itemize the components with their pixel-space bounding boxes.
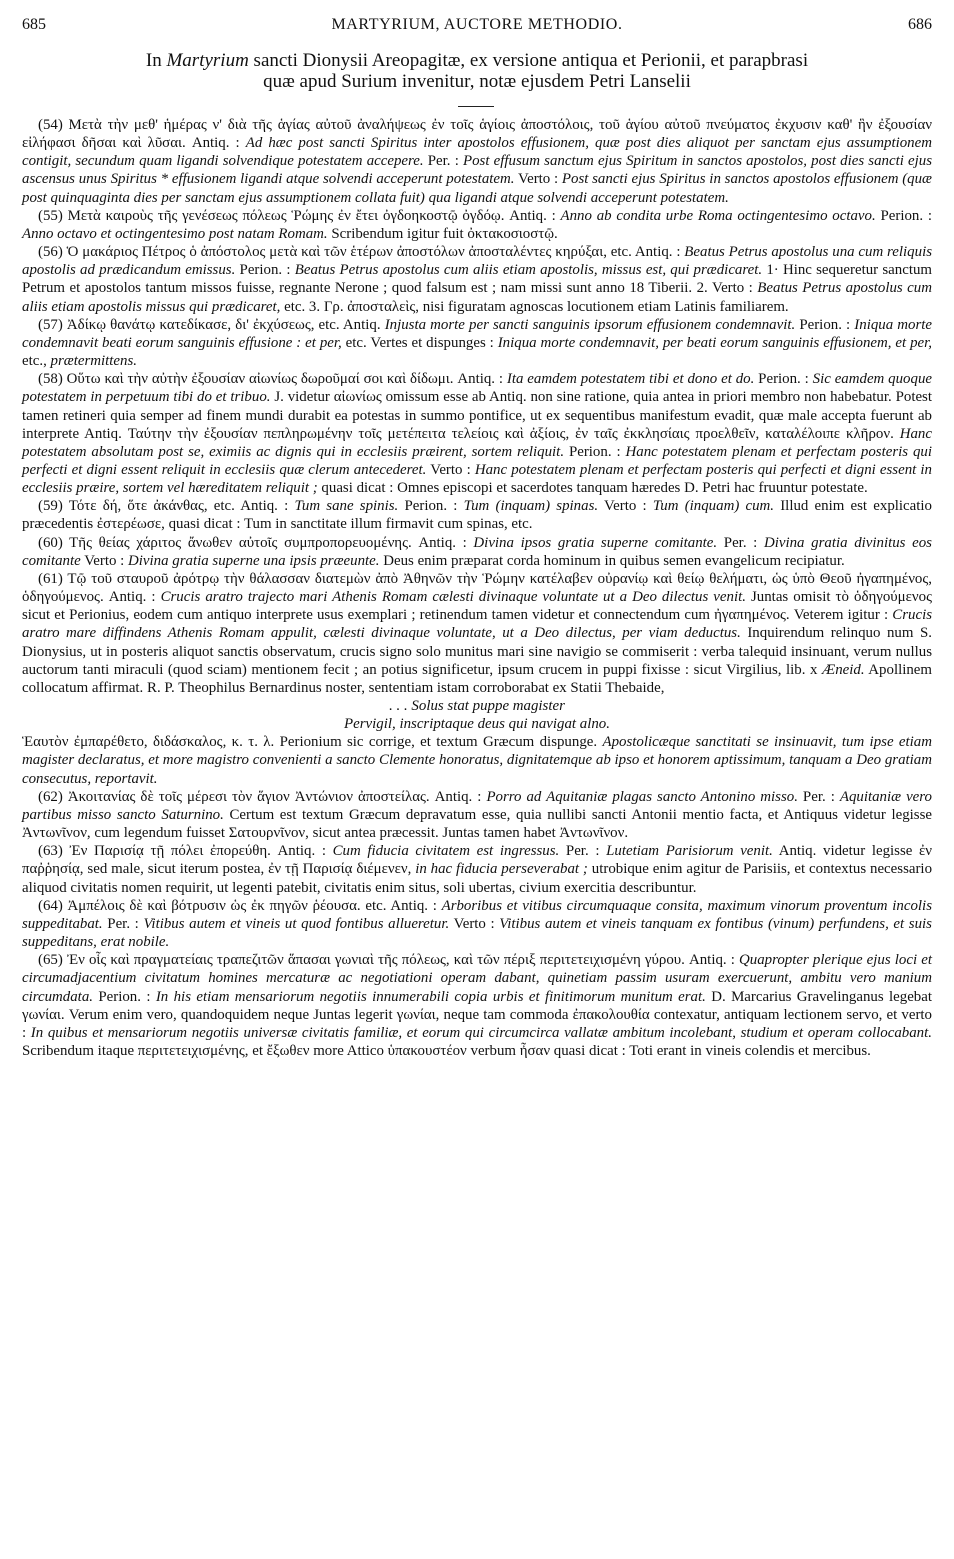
commentary-text: (58) Οὕτω καὶ τὴν αὐτὴν ἐξουσίαν αἰωνίως δωροῦμαί σοι καὶ δίδωμι. Antiq. :: [38, 371, 507, 388]
latin-translation-text: Porro ad Aquitaniæ plagas sancto Antonino misso.: [486, 788, 798, 805]
commentary-text: Per. :: [717, 534, 764, 551]
commentary-text: Verto :: [426, 461, 475, 478]
commentary-text: (63) Ἐν Παρισίᾳ τῇ πόλει ἐπορεύθη. Antiq. :: [38, 843, 333, 860]
note-paragraph-p62: [22, 788, 932, 842]
commentary-text: Illud enim est explicatio præcedentis ἐστερέωσε, quasi dicat : Tum in sanctitate illum firmavit cum spinas, etc.: [22, 498, 932, 533]
latin-translation-text: Beatus Petrus apostolus cum aliis etiam apostolis missus qui prædicaret,: [22, 280, 932, 315]
commentary-text: Perion. :: [93, 988, 156, 1005]
latin-translation-text: Æneid.: [821, 661, 865, 678]
commentary-text: etc.,: [22, 353, 51, 370]
note-paragraph-p63: [22, 842, 932, 896]
notes-paragraphs-after-verse: [22, 733, 932, 1060]
commentary-text: Ἑαυτὸν ἐμπαρέθετο, διδάσκαλος, κ. τ. λ. Perionium sic corrige, et textum Græcum dispunge.: [22, 734, 603, 751]
commentary-text: (65) Ἐν οἷς καὶ πραγματείαις τραπεζιτῶν ἅπασαι γωνιαὶ τῆς πόλεως, καὶ τῶν πέριξ περιτετειχισμένη γύρου. Antiq. :: [38, 952, 740, 969]
latin-translation-text: Vitibus autem et vineis ut quod fontibus allueretur.: [143, 915, 450, 932]
latin-translation-text: Iniqua morte condemnavit beati eorum sanguinis effusione : et per,: [22, 316, 933, 351]
commentary-text: Per. :: [797, 788, 840, 805]
commentary-text: quasi dicat : Omnes episcopi et sacerdotes tanquam hæredes D. Petri hac fruuntur potestate.: [317, 480, 868, 497]
commentary-text: Juntas omisit τὸ ὁδηγούμενος sicut et Perionius, eodem cum antiquo interprete usus exemplari ; retinendum tamen videtur et connectendum cum ἠγαπημένος. Veterem igitur :: [22, 589, 932, 624]
latin-translation-text: Anno octavo et octingentesimo post natam Romam.: [22, 225, 328, 242]
commentary-text: Per. :: [102, 915, 144, 932]
latin-translation-text: Anno ab condita urbe Roma octingentesimo octavo.: [560, 207, 876, 224]
latin-translation-text: Vitibus autem et vineis tanquam ex fontibus (vinum) perfundens, et suis suppeditans, erat nobile.: [22, 915, 932, 951]
commentary-text: Deus enim præparat corda hominum in quibus semen evangelicum recipiatur.: [379, 552, 845, 569]
running-head: [22, 16, 932, 36]
commentary-text: Scribendum itaque περιτετειχισμένης, et ἔξωθεν more Attico ὑπακουστέον verbum ἦσαν quasi dicat : Toti erant in vineis colendis et mercibus.: [22, 1042, 871, 1059]
latin-translation-text: Ita eamdem potestatem tibi et dono et do.: [506, 371, 755, 388]
latin-translation-text: Injusta morte per sancti sanguinis ipsorum effusionem condemnavit.: [384, 316, 796, 333]
commentary-text: Verto :: [598, 498, 653, 515]
latin-translation-text: Iniqua morte condemnavit, per beati eorum sanguinis effusionem, et per,: [497, 334, 932, 351]
commentary-text: Inquirendum relinquo num S. Dionysius, ut in posteris aliquot sanctis observatum, crucis signo solo munitus mari sine navigio se commiserit : verba talequid insinuant, verum nullus auctorum tanti miraculi (quod sciam) mentionem fecit ; an potius significetur, ipsum crucem in puppi fixisse : sicut Virgilius, lib. x: [22, 625, 932, 678]
latin-translation-text: Arboribus et vitibus circumquaque consita, maximum vinorum proventum incolis suppeditabat.: [22, 897, 932, 932]
commentary-text: J. videtur αἰωνίως omissum esse ab Antiq. non sine ratione, quia antea in priori membro non habebatur. Potest tamen retineri quia semper ad finem mundi durabit ea potestas in summo pontifice, ut ex sequentibus manifestum evadit, quæ male accepta fuerunt ab interprete Antiq. Ταύτην τὴν ἐξουσίαν πεπληρωμένην τοῖς μετέπειτα τελείοις καὶ ἀξίοις, ἐν ταῖς ἐκκλησίαις προελθεῖν, καταλέλοιπε κλῆρον.: [22, 389, 932, 442]
latin-translation-text: Hanc potestatem plenam et perfectam posteris qui perfecti et digni essent reliquit in ecclesiis quæ clerum antecederet.: [22, 443, 932, 478]
latin-translation-text: in hac fiducia perseverabat ;: [415, 861, 588, 878]
verse-line-1: . . . Solus stat puppe magister: [389, 698, 565, 714]
commentary-text: Antiq. videtur legisse ἐν παῤῥησίᾳ, sed male, sicut iterum postea, ἐν τῇ Παρισίᾳ διέμενεν,: [22, 843, 932, 878]
commentary-text: Verto :: [80, 552, 129, 569]
commentary-text: Perion. :: [754, 371, 813, 388]
latin-translation-text: Sic eamdem quoque potestatem in perpetuum tibi do et tribuo.: [22, 371, 933, 406]
note-paragraph-p61b: [22, 733, 932, 787]
notes-title-line-2: quæ apud Surium invenitur, notæ ejusdem Petri Lanselii: [263, 71, 691, 92]
latin-translation-text: Aquitaniæ vero partibus misso sancto Saturnino.: [22, 788, 932, 823]
commentary-text: Perion. :: [875, 207, 932, 224]
latin-translation-text: Hanc potestatem absolutam post se, eximiis ac dignis qui in ecclesiis præirent, sortem reliquit.: [22, 425, 932, 460]
commentary-text: (56) Ὁ μακάριος Πέτρος ὁ ἀπόστολος μετὰ καὶ τῶν ἑτέρων ἀποστόλων ἀποσταλέντες κηρύξαι, etc. Antiq. :: [38, 244, 685, 261]
latin-translation-text: In quibus et mensariorum negotiis universæ civitatis familiæ, et eorum qui circumcirca vallatæ ambitum incolebant, studium et operam collocabant.: [30, 1024, 932, 1041]
commentary-text: 1· Hinc sequeretur sanctum Petrum et apostolos tantum missos fuisse, regnante Nerone ; quod falsum est ; nam missi sunt anno 18 Tiberii. 2. Verto :: [22, 262, 932, 297]
commentary-text: (64) Ἀμπέλοις δὲ καὶ βότρυσιν ὡς ἐκ πηγῶν ῥέουσα. etc. Antiq. :: [38, 897, 442, 914]
latin-translation-text: Quapropter plerique ejus loci et circumadjacentium civitatum homines mercaturæ ac negotiationi operam dabant, quinetiam passim usuram exercuerunt, ambitu vero manium circumdata.: [22, 952, 933, 1005]
notes-title-emphasis: Martyrium: [166, 50, 249, 71]
latin-translation-text: Cum fiducia civitatem est ingressus.: [332, 843, 560, 860]
commentary-text: (55) Μετὰ καιροὺς τῆς γενέσεως πόλεως Ῥώμης ἐν ἔτει ὀγδοηκοστῷ ὀγδόῳ. Antiq. :: [38, 207, 561, 224]
commentary-text: (62) Ἀκοιτανίας δὲ τοῖς μέρεσι τὸν ἅγιον Ἀντώνιον ἀποστείλας. Antiq. :: [38, 788, 487, 805]
notes-body: [22, 116, 932, 1060]
note-paragraph-p55: [22, 207, 932, 243]
note-paragraph-p60: [22, 534, 932, 570]
latin-translation-text: Tum (inquam) cum.: [652, 498, 775, 515]
commentary-text: (60) Τῆς θείας χάριτος ἄνωθεν αὐτοῖς συμπροπορευομένης. Antiq. :: [38, 534, 474, 551]
right-page-number: 686: [908, 16, 932, 33]
latin-translation-text: Crucis aratro trajecto mari Athenis Romam cælesti divinaque voluntate ut a Deo dilectus venit.: [160, 589, 746, 606]
latin-translation-text: Beatus Petrus apostolus cum aliis etiam apostolis, missus est, qui prædicaret.: [294, 262, 763, 279]
title-rule: [458, 106, 494, 107]
commentary-text: (54) Μετὰ τὴν μεθ' ἡμέρας ν' διὰ τῆς ἁγίας αὐτοῦ ἀναλήψεως ἐν τοῖς ἁγίοις ἀποστόλοις, τοῦ ἁγίου αὐτοῦ πνεύματος ἐκχυσιν καθ' ἣν ἐξουσίαν εἰλήφασι δῆσαι καὶ λῦσαι. Antiq. :: [22, 117, 932, 152]
commentary-text: Verto :: [514, 171, 562, 188]
notes-title-line-1: In Martyrium sancti Dionysii Areopagitæ, ex versione antiqua et Perionii, et parapbrasi: [145, 50, 809, 71]
left-page-number: 685: [22, 16, 46, 33]
latin-translation-text: Hanc potestatem plenam et perfectam posteris qui perfecti et digni essent in ecclesiis præire, sortem vel hæreditatem reliquit ;: [22, 461, 932, 497]
notes-paragraphs-before-verse: [22, 116, 932, 697]
note-paragraph-p57: [22, 316, 932, 370]
latin-translation-text: In his etiam mensariorum negotiis innumerabili copia urbis et finitimorum munitum erat.: [155, 988, 706, 1005]
note-paragraph-p58: [22, 370, 932, 497]
commentary-text: Per. :: [423, 153, 464, 170]
note-paragraph-p64: [22, 897, 932, 951]
commentary-text: (59) Τότε δή, ὅτε ἀκάνθας, etc. Antiq. :: [38, 498, 295, 515]
commentary-text: etc. 3. Γρ. ἀποσταλεὶς, nisi figuratam agnoscas locutionem etiam Latinis familiarem.: [280, 298, 789, 315]
latin-translation-text: Divina gratia divinitus eos comitante: [22, 534, 932, 569]
latin-translation-text: Ad hæc post sancti Spiritus inter apostolos effusionem, quæ post dies aliquot per sanctam ejus assumptionem contigit, secundum quam ligandi solvendique potestatem accepere.: [22, 135, 932, 170]
commentary-text: Per. :: [559, 843, 607, 860]
latin-translation-text: Divina gratia superne una ipsis præeunte.: [128, 552, 380, 569]
commentary-text: Apollinem collocatum affirmat. R. P. Theophilus Bernardinus noster, sententiam istam corroborabat ex Statii Thebaide,: [22, 661, 933, 696]
latin-translation-text: Beatus Petrus apostolus una cum reliquis apostolis ad prædicandum emissus.: [22, 244, 932, 279]
latin-translation-text: Tum sane spinis.: [294, 498, 399, 515]
note-paragraph-p56: [22, 243, 932, 316]
latin-translation-text: Divina ipsos gratia superne comitante.: [473, 534, 718, 551]
note-paragraph-p65: [22, 951, 932, 1060]
latin-translation-text: Lutetiam Parisiorum venit.: [606, 843, 773, 860]
commentary-text: (61) Τῷ τοῦ σταυροῦ ἀρότρῳ τὴν θάλασσαν διατεμὼν ἀπὸ Ἀθηνῶν τὴν Ῥώμην κατέλαβεν οὐρανίῳ καὶ θείῳ θελήματι, ὡς ὑπὸ Θεοῦ ἠγαπημένος, ὁδηγούμενος. Antiq. :: [22, 570, 932, 606]
latin-translation-text: Tum (inquam) spinas.: [463, 498, 599, 515]
note-paragraph-p61: [22, 570, 932, 697]
latin-translation-text: Post sancti ejus Spiritus in sanctos apostolos effusionem (quæ post quinquaginta dies per sanctam ejus assumptionem collata fuit) qua ligandi atque solvendi acceperunt potestatem.: [22, 171, 932, 206]
notes-title: [22, 50, 932, 92]
note-paragraph-p59: [22, 497, 932, 533]
commentary-text: Certum est textum Græcum depravatum esse, quia nullibi sancti Antonii mentio facta, et Antiquus videtur legisse Ἀντωνῖνον, cum legendum fuisset Σατουρνῖνον, sicut antea præcessit. Juntas tamen habet Ἀντωνῖνον.: [22, 806, 932, 842]
commentary-text: Perion. :: [564, 443, 626, 460]
commentary-text: utrobique enim agitur de Parisiis, et contextus necessario aliquod civitatis nomen requirit, ut legenti patebit, civitatis enim situs, soli ubertas, civium exercitia describuntur.: [22, 861, 933, 896]
commentary-text: Verto :: [449, 915, 500, 932]
latin-translation-text: prætermittens.: [50, 353, 137, 370]
commentary-text: Perion. :: [795, 316, 855, 333]
latin-translation-text: Post effusum sanctum ejus Spiritum in sanctos apostolos, post dies sancti ejus ascensus unus Spiritus * effusionem ligandi atque solvendi acceperunt potestatem.: [22, 153, 933, 188]
verse-line-2: Pervigil, inscriptaque deus qui navigat alno.: [344, 716, 610, 733]
commentary-text: D. Marcarius Gravelinganus legebat γωνίαι. Verum enim vero, quandoquidem neque Juntas legerit γωνίαι, neque tam commoda ἐπακολουθία contexatur, antiquam lectionem servo, et verto :: [22, 988, 932, 1041]
note-paragraph-p54: [22, 116, 932, 207]
commentary-text: Perion. :: [235, 262, 295, 279]
commentary-text: (57) Ἀδίκῳ θανάτῳ κατεδίκασε, δι' ἐκχύσεως, etc. Antiq.: [38, 316, 385, 333]
commentary-text: Perion. :: [398, 498, 464, 515]
running-title: MARTYRIUM, AUCTORE METHODIO.: [331, 16, 623, 33]
commentary-text: Scribendum igitur fuit ὀκτακοσιοστῷ.: [327, 225, 558, 242]
latin-translation-text: Crucis aratro mare diffindens Athenis Romam appulit, cælesti divinaque voluntate, ut a Deo dilectus, per viam deductus.: [22, 607, 932, 642]
latin-translation-text: Apostolicæque sanctitati se insinuavit, tum ipse etiam magister declaratus, et more magistro convenienti a sancto Clemente honoratus, dignitatemque ab ipso et honorem aptissimum, tanquam a Deo gratiam consecutus, reportavit.: [22, 734, 932, 787]
commentary-text: etc. Vertes et dispunges :: [341, 334, 498, 351]
